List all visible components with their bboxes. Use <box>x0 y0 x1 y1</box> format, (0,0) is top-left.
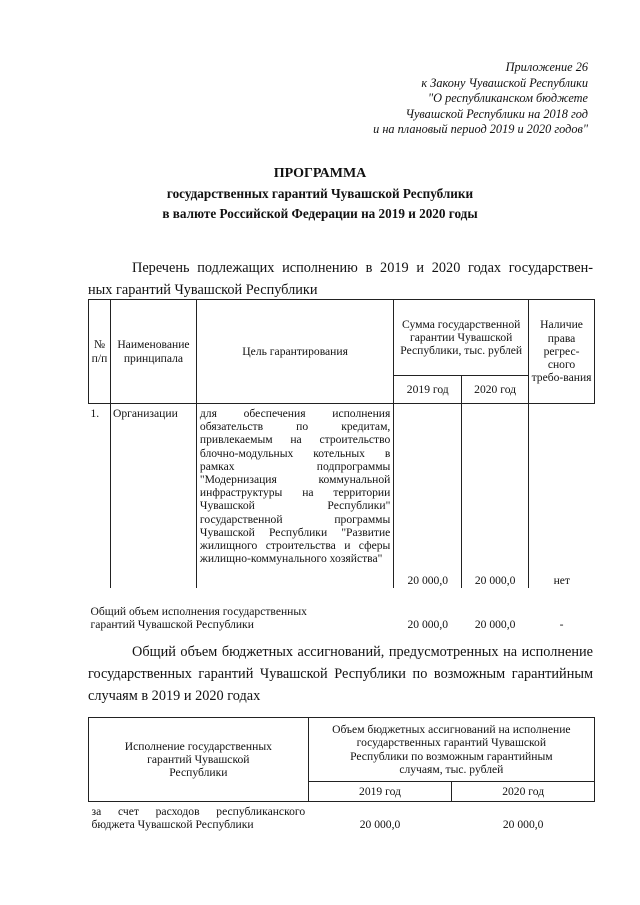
header-principal: Наименование принципала <box>110 300 196 404</box>
allocations-table <box>88 717 595 842</box>
section2-text: Общий объем бюджетных ассигнований, предусмотренных на исполнение государственных гарантий Чувашской Республики по возможным гарантийным случаям в 2019 и 2020 годах <box>88 644 593 704</box>
row-num: 1. <box>89 404 111 588</box>
t2-header-year-2019: 2019 год <box>308 782 452 802</box>
annex-line-2: к Закону Чувашской Республики <box>421 75 588 90</box>
title-line-1: ПРОГРАММА <box>273 166 367 181</box>
section2-heading <box>88 641 593 707</box>
row-amount-2019: 20 000,0 <box>394 404 462 588</box>
annex-line-4: Чувашской Республики на 2018 год <box>405 106 588 121</box>
row-purpose: для обеспечения исполнения обязательств по кредитам, привлекаемым на строительство блочно-модульных котельных в рамках подпрограммы "Модернизация коммунальной инфраструктуры на территории Чувашской Республики" государственной программы Чувашской Республики "Развитие жилищного строительства и сферы жилищно-коммунального хозяйства" <box>196 404 393 588</box>
header-num: № п/п <box>89 300 111 404</box>
header-purpose: Цель гарантирования <box>196 300 393 404</box>
header-execution: Исполнение государственных гарантий Чувашской Республики <box>89 718 309 802</box>
guarantees-table <box>88 299 595 632</box>
header-year-2019: 2019 год <box>394 376 462 404</box>
row-amount-2020: 20 000,0 <box>462 404 529 588</box>
t2-row-label: за счет расходов республиканского бюджета Чувашской Республики <box>91 805 306 832</box>
title-line-3: в валюте Российской Федерации на 2019 и 2020 годы <box>162 206 478 221</box>
row-principal: Организации <box>110 404 196 588</box>
row-regress: нет <box>529 404 595 588</box>
t2-header-year-2020: 2020 год <box>452 782 595 802</box>
section1-heading <box>88 257 593 301</box>
header-amount: Сумма государственной гарантии Чувашской Республики, тыс. рублей <box>394 300 529 376</box>
header-volume: Объем бюджетных ассигнований на исполнение государственных гарантий Чувашской Республики по возможным гарантийным случаям, тыс. рублей <box>308 718 594 782</box>
section1-line-2: ных гарантий Чувашской Республики <box>88 282 318 298</box>
header-year-2020: 2020 год <box>462 376 529 404</box>
total-amount-2019: 20 000,0 <box>407 618 449 632</box>
t2-row-amount-2019: 20 000,0 <box>359 818 401 831</box>
annex-header <box>288 60 588 138</box>
document-title <box>0 164 640 224</box>
annex-line-1: Приложение 26 <box>505 60 588 74</box>
annex-line-3: "О республиканском бюджете <box>427 91 588 106</box>
section1-line-1: Перечень подлежащих исполнению в 2019 и 2020 годах государствен- <box>132 260 593 276</box>
total-amount-2020: 20 000,0 <box>474 618 516 632</box>
total-label: Общий объем исполнения государственных гарантий Чувашской Республики <box>90 605 307 632</box>
annex-line-5: и на плановый период 2019 и 2020 годов" <box>373 122 588 137</box>
title-line-2: государственных гарантий Чувашской Республики <box>166 186 474 201</box>
header-regress: Наличие права регрес-сного требо-вания <box>529 300 595 404</box>
t2-row-amount-2020: 20 000,0 <box>502 818 544 831</box>
total-regress: - <box>559 618 564 632</box>
